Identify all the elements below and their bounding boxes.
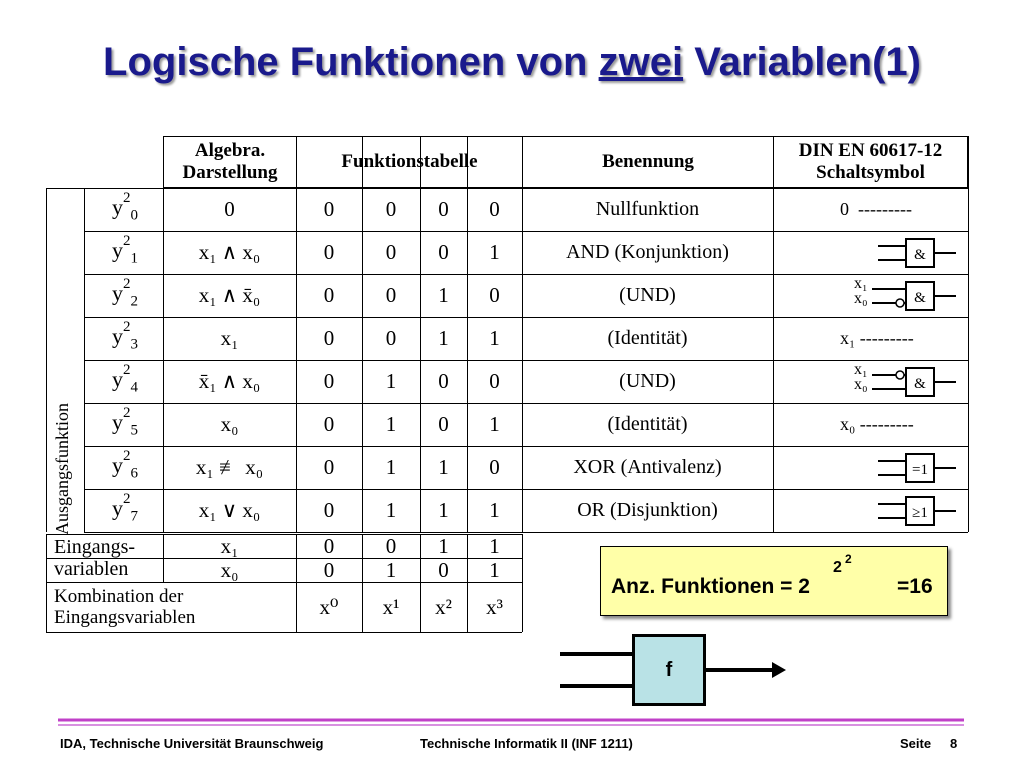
function-name: (Identität) — [607, 327, 688, 349]
combination-term: x¹ — [382, 594, 400, 619]
truth-value: 0 — [438, 197, 449, 221]
algebra-expression: x₁ ≢ x₀ — [195, 455, 264, 479]
input-x1-value: 0 — [323, 533, 335, 558]
algebra-expression: x₁ — [220, 326, 239, 350]
algebra-expression: 0 — [224, 197, 235, 221]
f-block: f — [632, 634, 706, 706]
input-col-divider — [522, 534, 523, 632]
truth-value: 0 — [323, 498, 335, 522]
header-benennung: Benennung — [522, 136, 774, 188]
combination-term: x³ — [486, 594, 503, 619]
algebra-expression: x₁ ∨ x₀ — [198, 498, 261, 522]
gate-symbol — [850, 233, 960, 273]
truth-value: 1 — [438, 498, 449, 522]
algebra-expression: x₀ — [220, 412, 239, 436]
header-funktionstabelle: Funktionstabelle — [296, 136, 523, 188]
footer-center: Technische Informatik II (INF 1211) — [420, 736, 633, 751]
function-name: OR (Disjunktion) — [577, 499, 718, 521]
algebra-expression: x̄₁ ∧ x₀ — [198, 369, 261, 393]
truth-value: 0 — [489, 455, 500, 479]
output-function-label: $y^2_3$ — [112, 319, 138, 353]
truth-value: 0 — [323, 455, 335, 479]
output-function-label: $y^2_6$ — [112, 448, 138, 482]
combination-label: Kombination der Eingangsvariablen — [54, 586, 196, 628]
col-divider — [968, 136, 969, 532]
gate-input-x0: x₀ — [854, 376, 868, 393]
header-din: DIN EN 60617-12 Schaltsymbol — [773, 136, 968, 188]
truth-value: 0 — [323, 240, 335, 264]
function-name: (UND) — [619, 284, 676, 306]
footer-line — [58, 716, 968, 728]
truth-value: 1 — [489, 326, 500, 350]
output-function-label: $y^2_2$ — [112, 276, 138, 310]
page-title: Logische Funktionen von zwei Variablen(1) — [103, 40, 921, 84]
col-divider — [84, 188, 85, 532]
row-divider — [84, 532, 968, 533]
header-algebra: Algebra. Darstellung — [163, 136, 297, 188]
input-x0-value: 1 — [489, 557, 500, 582]
output-function-label: $y^2_5$ — [112, 405, 138, 439]
output-function-label: $y^2_0$ — [112, 190, 138, 224]
function-name: (UND) — [619, 370, 676, 392]
input-x0-value: 0 — [438, 557, 449, 582]
truth-value: 1 — [489, 240, 500, 264]
input-x1-value: 1 — [438, 533, 449, 558]
truth-value: 0 — [323, 326, 335, 350]
truth-value: 1 — [438, 326, 449, 350]
truth-value: 0 — [323, 283, 335, 307]
input-x0-value: 0 — [323, 557, 335, 582]
function-name: (Identität) — [607, 413, 688, 435]
side-label: Ausgangsfunktion — [52, 403, 72, 535]
output-function-label: $y^2_4$ — [112, 362, 138, 396]
truth-value: 0 — [438, 240, 449, 264]
footer-left: IDA, Technische Universität Braunschweig — [60, 736, 324, 751]
input-x1-label: x₁ — [220, 533, 239, 558]
truth-value: 1 — [385, 412, 397, 436]
footer-seite: Seite — [900, 736, 932, 751]
output-function-label: $y^2_7$ — [112, 491, 138, 525]
identity-symbol: 0 --------- — [840, 199, 912, 219]
truth-value: 0 — [385, 197, 397, 221]
truth-value: 0 — [323, 412, 335, 436]
combination-term: x⁰ — [319, 594, 339, 619]
algebra-expression: x₁ ∧ x₀ — [198, 240, 261, 264]
identity-symbol: x₀ --------- — [840, 414, 914, 434]
truth-value: 1 — [438, 283, 449, 307]
truth-value: 0 — [438, 412, 449, 436]
input-label: Eingangs- variablen — [54, 536, 136, 580]
algebra-expression: x₁ ∧ x̄₀ — [198, 283, 261, 307]
function-name: Nullfunktion — [595, 198, 700, 220]
input-x0-value: 1 — [385, 557, 397, 582]
truth-value: 1 — [385, 369, 397, 393]
truth-value: 1 — [385, 455, 397, 479]
col-divider — [773, 136, 774, 532]
truth-value: 0 — [323, 369, 335, 393]
input-x1-value: 0 — [385, 533, 397, 558]
truth-value: 0 — [385, 283, 397, 307]
truth-value: 0 — [489, 283, 500, 307]
truth-value: 1 — [489, 412, 500, 436]
truth-value: 1 — [489, 498, 500, 522]
gate-symbol — [850, 448, 960, 488]
truth-value: 0 — [438, 369, 449, 393]
gate-label: & — [914, 247, 926, 263]
truth-value: 0 — [385, 326, 397, 350]
truth-value: 0 — [385, 240, 397, 264]
gate-label: ≥1 — [912, 505, 928, 521]
output-function-label: $y^2_1$ — [112, 233, 138, 267]
identity-symbol: x₁ --------- — [840, 328, 914, 348]
truth-value: 1 — [438, 455, 449, 479]
truth-value: 0 — [489, 197, 500, 221]
truth-value: 0 — [323, 197, 335, 221]
truth-value: 1 — [385, 498, 397, 522]
function-name: XOR (Antivalenz) — [573, 456, 722, 478]
gate-label: & — [914, 290, 926, 306]
truth-value: 0 — [489, 369, 500, 393]
input-col-divider — [46, 534, 47, 632]
gate-symbol — [850, 491, 960, 531]
input-row-divider — [46, 632, 522, 633]
input-x0-label: x₀ — [220, 557, 239, 582]
gate-input-x0: x₀ — [854, 290, 868, 307]
input-x1-value: 1 — [489, 533, 500, 558]
gate-input-x1: x₁ — [854, 275, 868, 292]
function-count-box: Anz. Funktionen = 2 2 2 =16 — [600, 546, 948, 616]
gate-label: & — [914, 376, 926, 392]
combination-term: x² — [435, 594, 452, 619]
function-name: AND (Konjunktion) — [566, 241, 729, 263]
gate-input-x1: x₁ — [854, 361, 868, 378]
col-divider — [46, 188, 47, 532]
footer-page: 8 — [950, 736, 958, 751]
gate-label: =1 — [912, 462, 928, 478]
col-divider — [163, 136, 164, 188]
